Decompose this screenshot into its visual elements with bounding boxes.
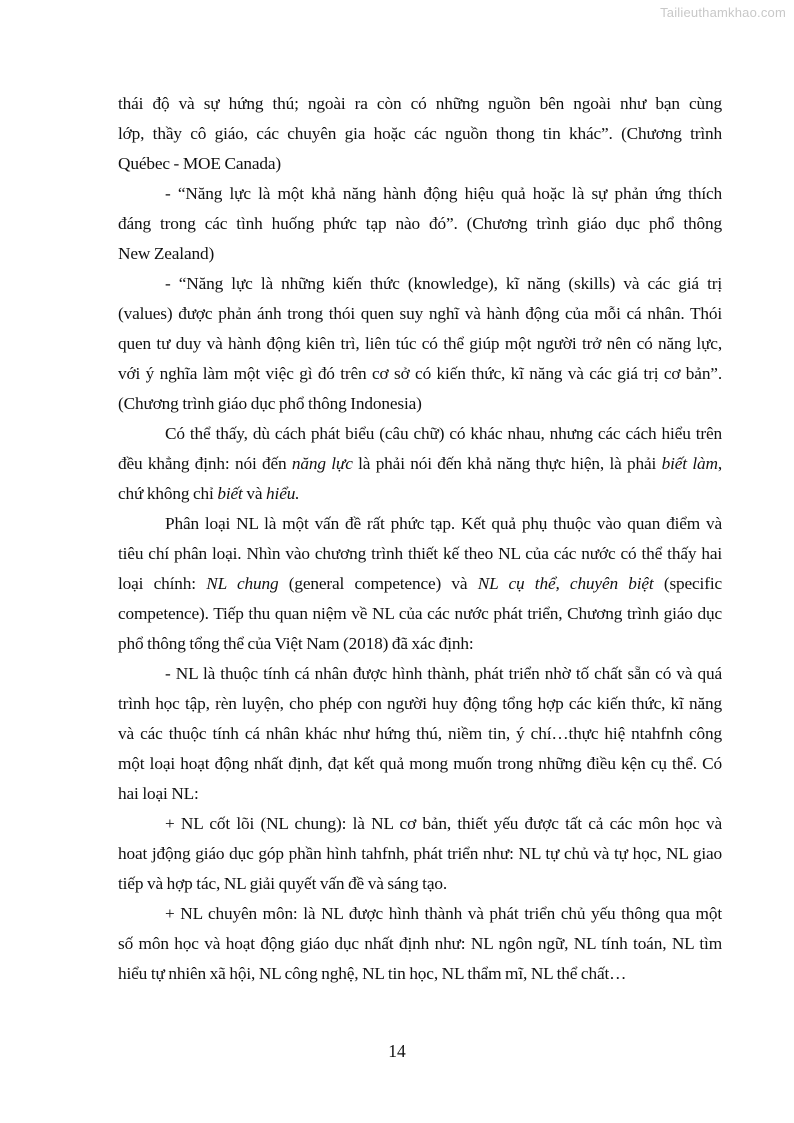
text-line <box>118 749 722 779</box>
text-segment: một loại hoạt động nhất định, đạt kết quả mong muốn trong những điều kện cụ thể. Có <box>118 754 722 773</box>
italic-text: năng lực <box>291 454 353 473</box>
text-line <box>118 119 722 149</box>
italic-text: NL cụ thể, chuyên biệt <box>477 574 654 593</box>
text-segment: - “Năng lực là những kiến thức (knowledge), kĩ năng (skills) và các giá trị <box>165 274 722 293</box>
text-line <box>118 149 722 179</box>
text-segment: lớp, thầy cô giáo, các chuyên gia hoặc các nguồn thong tin khác”. (Chương trình <box>118 124 722 143</box>
text-segment: (values) được phản ánh trong thói quen suy nghĩ và hành động của mỗi cá nhân. Thói <box>118 304 722 323</box>
text-line <box>118 389 722 419</box>
text-segment: competence). Tiếp thu quan niệm về NL của các nước phát triển, Chương trình giáo dục <box>118 604 722 623</box>
text-line <box>118 539 722 569</box>
italic-text: hiểu. <box>266 484 300 503</box>
italic-text: NL chung <box>206 574 279 593</box>
text-line <box>118 209 722 239</box>
watermark: Tailieuthamkhao.com <box>660 5 786 20</box>
text-line <box>118 899 722 929</box>
text-segment: Québec - MOE Canada) <box>118 154 281 173</box>
text-line <box>118 239 722 269</box>
document-body <box>118 89 722 989</box>
text-segment: New Zealand) <box>118 244 215 263</box>
text-line <box>118 689 722 719</box>
italic-text: biết <box>217 484 243 503</box>
text-line <box>118 359 722 389</box>
text-line <box>118 869 722 899</box>
text-segment: + NL chuyên môn: là NL được hình thành và phát triển chủ yếu thông qua một <box>165 904 722 923</box>
text-line <box>118 269 722 299</box>
text-segment: trình học tập, rèn luyện, cho phép con người huy động tổng hợp các kiến thức, kĩ năng <box>118 694 722 713</box>
text-segment: hai loại NL: <box>118 784 199 803</box>
text-line <box>118 329 722 359</box>
italic-text: biết làm <box>661 454 718 473</box>
text-segment: - NL là thuộc tính cá nhân được hình thành, phát triển nhờ tố chất sẵn có và quá <box>165 664 722 683</box>
text-line <box>118 629 722 659</box>
text-segment: Phân loại NL là một vấn đề rất phức tạp. Kết quả phụ thuộc vào quan điểm và <box>165 514 722 533</box>
text-segment: và các thuộc tính cá nhân khác như hứng thú, niềm tin, ý chí…thực hiệ ntahfnh công <box>118 724 722 743</box>
text-segment: phổ thông tổng thể của Việt Nam (2018) đã xác định: <box>118 634 474 653</box>
text-segment: đáng trong các tình huống phức tạp nào đó”. (Chương trình giáo dục phổ thông <box>118 214 722 233</box>
text-line <box>118 809 722 839</box>
text-segment: chứ không chỉ <box>118 484 218 503</box>
page-number: 14 <box>388 1041 406 1061</box>
text-segment: + NL cốt lõi (NL chung): là NL cơ bản, thiết yếu được tất cả các môn học và <box>165 814 722 833</box>
text-segment: quen tư duy và hành động kiên trì, liên túc có thể giúp một người trở nên có năng lực, <box>118 334 722 353</box>
text-line <box>118 479 722 509</box>
text-segment: , <box>717 454 722 473</box>
text-segment: - “Năng lực là một khả năng hành động hiệu quả hoặc là sự phản ứng thích <box>165 184 722 203</box>
text-line <box>118 659 722 689</box>
text-line <box>118 419 722 449</box>
text-segment: tiếp và hợp tác, NL giải quyết vấn đề và sáng tạo. <box>118 874 448 893</box>
text-segment: với ý nghĩa làm một việc gì đó trên cơ sở có kiến thức, kĩ năng và các giá trị cơ bản”. <box>118 364 722 383</box>
text-segment: đều khẳng định: nói đến <box>118 454 292 473</box>
text-line <box>118 89 722 119</box>
text-line <box>118 299 722 329</box>
text-segment: thái độ và sự hứng thú; ngoài ra còn có những nguồn bên ngoài như bạn cùng <box>118 94 722 113</box>
text-segment: loại chính: <box>118 574 207 593</box>
text-segment: là phải nói đến khả năng thực hiện, là phải <box>352 454 662 473</box>
text-line <box>118 779 722 809</box>
text-line <box>118 599 722 629</box>
text-line <box>118 179 722 209</box>
text-line <box>118 839 722 869</box>
text-line <box>118 959 722 989</box>
text-line <box>118 929 722 959</box>
text-segment: hiểu tự nhiên xã hội, NL công nghệ, NL tin học, NL thẩm mĩ, NL thể chất… <box>118 964 627 983</box>
text-line <box>118 449 722 479</box>
text-line <box>118 569 722 599</box>
text-segment: Có thể thấy, dù cách phát biểu (câu chữ) có khác nhau, nhưng các cách hiểu trên <box>165 424 722 443</box>
text-segment: số môn học và hoạt động giáo dục nhất định như: NL ngôn ngữ, NL tính toán, NL tìm <box>118 934 722 953</box>
text-line <box>118 719 722 749</box>
text-segment: và <box>242 484 267 503</box>
text-segment: (specific <box>653 574 722 593</box>
text-segment: tiêu chí phân loại. Nhìn vào chương trình thiết kế theo NL của các nước có thể thấy hai <box>118 544 722 563</box>
text-segment: (Chương trình giáo dục phổ thông Indonesia) <box>118 394 422 413</box>
text-segment: hoat jđộng giáo dục góp phần hình tahfnh, phát triển như: NL tự chủ và tự học, NL giao <box>118 844 722 863</box>
text-line <box>118 509 722 539</box>
text-segment: (general competence) và <box>278 574 478 593</box>
